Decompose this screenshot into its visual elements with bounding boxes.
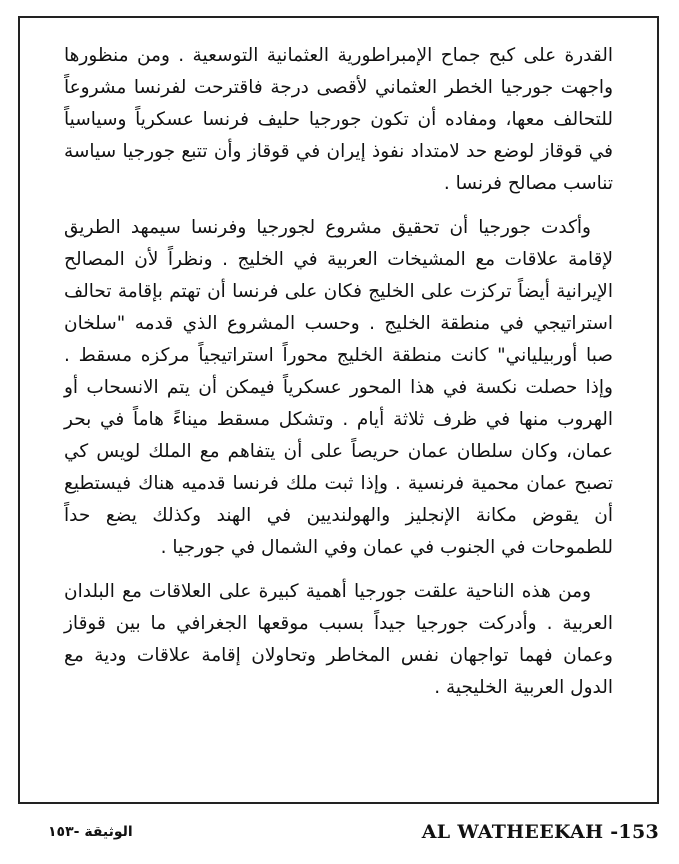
footer-arabic-title: الوثيقة -١٥٣ — [48, 824, 133, 840]
footer-latin-title: AL WATHEEKAH -153 — [421, 821, 659, 843]
paragraph-3: ومن هذه الناحية علقت جورجيا أهمية كبيرة على العلاقات مع البلدان العربية . وأدركت جورجيا جيداً بسبب موقعها الجغرافي ما بين قوقاز وعمان فهما تواجهان نفس المخاطر وتحاولان إقامة علاقات ودية مع الدول العربية الخليجية . — [64, 581, 613, 698]
page-footer — [18, 818, 659, 846]
body-text — [64, 40, 613, 716]
paragraph-2: وأكدت جورجيا أن تحقيق مشروع لجورجيا وفرنسا سيمهد الطريق لإقامة علاقات مع المشيخات العربية في الخليج . ونظراً لأن المصالح الإيرانية أيضاً تركزت على الخليج فكان على فرنسا أن تهتم بإقامة تحالف استراتيجي في منطقة الخليج . وحسب المشروع الذي قدمه "سلخان صبا أوربيلياني" كانت منطقة الخليج محوراً استراتيجياً مركزه مسقط . وإذا حصلت نكسة في هذا المحور عسكرياً فيمكن أن يتم الانسحاب أو الهروب منها في ظرف ثلاثة أيام . وتشكل مسقط ميناءً هاماً في بحر عمان، وكان سلطان عمان حريصاً على أن يتفاهم مع الملك لويس كي تصبح عمان محمية فرنسية . وإذا ثبت ملك فرنسا قدميه هناك فيستطيع أن يقوض مكانة الإنجليز والهولنديين في الهند وكذلك يضع حداً للطموحات في الجنوب في عمان وفي الشمال في جورجيا . — [64, 217, 613, 558]
page-frame — [18, 16, 659, 804]
paragraph-1: القدرة على كبح جماح الإمبراطورية العثمانية التوسعية . ومن منظورها واجهت جورجيا الخطر العثماني لأقصى درجة فاقترحت لفرنسا مشروعاً للتحالف معها، ومفاده أن تكون جورجيا حليف فرنسا عسكرياً وسياسياً في قوقاز لوضع حد لامتداد نفوذ إيران في قوقاز وأن تتبع جورجيا سياسة تناسب مصالح فرنسا . — [64, 45, 613, 194]
